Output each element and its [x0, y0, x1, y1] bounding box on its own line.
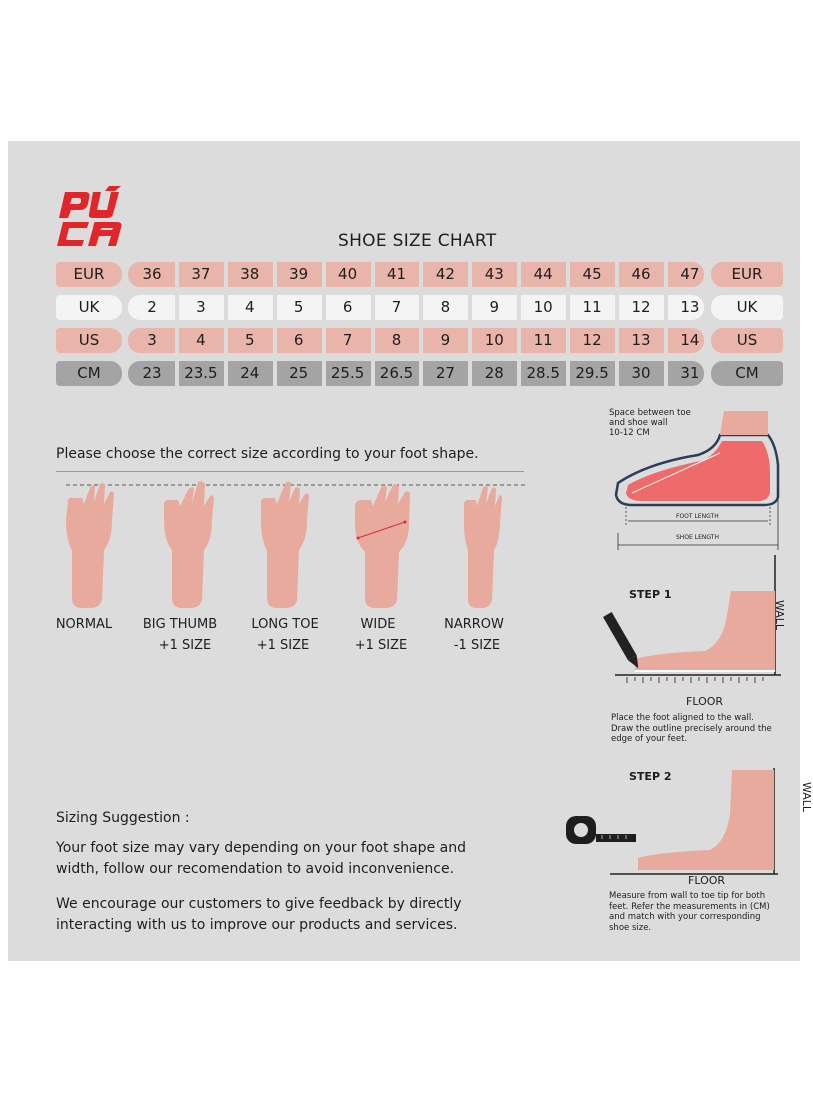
cell-separator: [322, 328, 326, 353]
cell-separator: [419, 295, 423, 320]
paragraph-line: We encourage our customers to give feedback by directly: [56, 896, 462, 912]
row-label-left: EUR: [56, 262, 122, 287]
brand-logo: [55, 188, 135, 250]
size-value-cell: 11: [533, 331, 553, 349]
size-value-cell: 39: [289, 265, 309, 283]
step2-note-line: and match with your corresponding: [609, 912, 761, 922]
row-label-right: EUR: [711, 262, 783, 287]
size-value-cell: 8: [391, 331, 402, 349]
paragraph-line: width, follow our recomendation to avoid inconvenience.: [56, 861, 455, 877]
cell-separator: [224, 295, 228, 320]
row-label-left: US: [56, 328, 122, 353]
cell-separator: [517, 328, 521, 353]
cell-separator: [224, 328, 228, 353]
cell-separator: [419, 262, 423, 287]
cell-separator: [566, 328, 570, 353]
size-value-cell: 40: [338, 265, 358, 283]
foot-narrow-icon: [452, 480, 512, 610]
foot-shape-name: LONG TOE: [251, 617, 319, 632]
size-value-cell: 7: [342, 331, 353, 349]
size-value-cell: 26.5: [379, 364, 414, 382]
size-value-cell: 9: [489, 298, 500, 316]
foot-shape-size: +1 SIZE: [354, 638, 408, 653]
divider: [56, 471, 524, 472]
cell-separator: [566, 361, 570, 386]
size-value-cell: 45: [582, 265, 602, 283]
cell-separator: [468, 262, 472, 287]
size-value-cell: 43: [484, 265, 504, 283]
size-value-cell: 10: [533, 298, 553, 316]
cell-separator: [322, 361, 326, 386]
step2-note: [609, 891, 784, 933]
row-label-right: UK: [711, 295, 783, 320]
paragraph-line: interacting with us to improve our products and services.: [56, 917, 458, 933]
row-label-left: CM: [56, 361, 122, 386]
cell-separator: [224, 361, 228, 386]
foot-shape-size: -1 SIZE: [453, 638, 501, 653]
step1-note-line: Place the foot aligned to the wall.: [611, 713, 754, 723]
size-value-cell: 11: [582, 298, 602, 316]
step1-note: [611, 713, 772, 745]
step2-note-line: Measure from wall to toe tip for both: [609, 891, 766, 901]
size-value-cell: 14: [680, 331, 700, 349]
foot-wide-icon: [353, 480, 413, 610]
cell-separator: [175, 262, 179, 287]
cell-separator: [224, 262, 228, 287]
cell-separator: [273, 328, 277, 353]
size-value-cell: 37: [191, 265, 211, 283]
size-value-cell: 28.5: [526, 364, 560, 382]
cell-separator: [273, 361, 277, 386]
size-value-cell: 6: [342, 298, 353, 316]
row-label-right: CM: [711, 361, 783, 386]
size-value-cell: 36: [142, 265, 162, 283]
cell-separator: [419, 328, 423, 353]
cell-separator: [664, 295, 668, 320]
foot-normal-icon: [60, 480, 120, 610]
size-value-cell: 7: [391, 298, 402, 316]
size-value-cell: 46: [631, 265, 651, 283]
size-value-cell: 42: [435, 265, 455, 283]
size-value-cell: 23.5: [184, 364, 218, 382]
step2-note-line: feet. Refer the measurements in (CM): [609, 901, 770, 912]
step2-diagram: [560, 760, 790, 885]
size-value-cell: 5: [245, 331, 255, 349]
size-value-cell: 38: [240, 265, 260, 283]
foot-shape-instruction: Please choose the correct size according to your foot shape.: [56, 446, 479, 462]
size-value-cell: 12: [631, 298, 651, 316]
cell-separator: [615, 328, 619, 353]
cell-separator: [517, 295, 521, 320]
foot-shape-name: NORMAL: [55, 617, 113, 632]
paragraph-line: Your foot size may vary depending on your foot shape and: [56, 840, 466, 856]
foot-big-thumb-icon: [158, 480, 218, 610]
foot-shape-name: BIG THUMB: [142, 617, 218, 632]
row-label-left: UK: [56, 295, 122, 320]
cell-separator: [517, 262, 521, 287]
foot-length-label: FOOT LENGTH: [676, 513, 719, 520]
cell-separator: [322, 295, 326, 320]
cell-separator: [468, 361, 472, 386]
size-value-cell: 27: [435, 364, 455, 382]
cell-separator: [371, 328, 375, 353]
step1-title: STEP 1: [629, 588, 672, 601]
size-value-cell: 8: [440, 298, 451, 316]
space-note-line: and shoe wall: [609, 418, 668, 428]
step1-wall-label: WALL: [773, 600, 786, 631]
size-value-cell: 30: [631, 364, 651, 382]
cell-separator: [517, 361, 521, 386]
step1-note-line: edge of your feet.: [611, 734, 688, 744]
step1-diagram: [595, 555, 790, 695]
step1-note-line: Draw the outline precisely around the: [611, 723, 772, 734]
size-value-cell: 3: [147, 331, 157, 349]
size-value-cell: 31: [680, 364, 700, 382]
cell-separator: [566, 262, 570, 287]
foot-shape-name: NARROW: [444, 617, 504, 632]
cell-separator: [615, 262, 619, 287]
size-row-cm: [0, 361, 800, 386]
cell-separator: [175, 361, 179, 386]
cell-separator: [322, 262, 326, 287]
size-value-cell: 13: [631, 331, 651, 349]
step2-title: STEP 2: [629, 770, 672, 783]
size-value-cell: 4: [245, 298, 255, 316]
size-value-cell: 24: [240, 364, 260, 382]
space-note-line: Space between toe: [609, 408, 691, 418]
cell-separator: [615, 361, 619, 386]
size-row-us: [0, 328, 800, 353]
sizing-paragraph-1: [56, 838, 486, 880]
cell-separator: [566, 295, 570, 320]
cell-separator: [615, 295, 619, 320]
size-value-cell: 12: [582, 331, 602, 349]
foot-shape-size: +1 SIZE: [256, 638, 310, 653]
step2-floor-label: FLOOR: [688, 874, 726, 887]
foot-shape-size: +1 SIZE: [158, 638, 212, 653]
size-value-cell: 10: [484, 331, 504, 349]
cell-separator: [273, 262, 277, 287]
row-label-right: US: [711, 328, 783, 353]
foot-shape-name: WIDE: [360, 617, 396, 632]
cell-separator: [468, 295, 472, 320]
space-note-line: 10-12 CM: [609, 428, 650, 438]
cell-separator: [371, 295, 375, 320]
size-value-cell: 23: [142, 364, 162, 382]
cell-separator: [664, 262, 668, 287]
cell-separator: [468, 328, 472, 353]
cell-separator: [371, 361, 375, 386]
step2-wall-label: WALL: [800, 782, 813, 813]
size-value-cell: 29.5: [575, 364, 609, 382]
step1-floor-label: FLOOR: [686, 695, 724, 708]
cell-separator: [664, 361, 668, 386]
cell-separator: [371, 262, 375, 287]
cell-separator: [273, 295, 277, 320]
shoe-length-label: SHOE LENGTH: [676, 534, 719, 541]
size-value-cell: 5: [293, 298, 304, 316]
size-value-cell: 13: [680, 298, 700, 316]
size-value-cell: 6: [293, 331, 304, 349]
chart-title: SHOE SIZE CHART: [338, 231, 497, 251]
size-value-cell: 44: [533, 265, 553, 283]
cell-separator: [664, 328, 668, 353]
size-value-cell: 25: [289, 364, 309, 382]
size-row-uk: [0, 295, 800, 320]
size-value-cell: 3: [196, 298, 206, 316]
foot-long-toe-icon: [255, 480, 315, 610]
cell-separator: [419, 361, 423, 386]
sizing-paragraph-2: [56, 894, 486, 936]
size-row-eur: [0, 262, 800, 287]
size-value-cell: 9: [440, 331, 451, 349]
size-value-cell: 28: [484, 364, 504, 382]
step2-note-line: shoe size.: [609, 922, 652, 933]
sizing-suggestion-title: Sizing Suggestion :: [56, 810, 190, 826]
size-value-cell: 4: [196, 331, 206, 349]
size-value-cell: 47: [680, 265, 700, 283]
size-value-cell: 41: [386, 265, 407, 283]
size-value-cell: 2: [147, 298, 157, 316]
cell-separator: [175, 328, 179, 353]
cell-separator: [175, 295, 179, 320]
size-value-cell: 25.5: [330, 364, 365, 382]
